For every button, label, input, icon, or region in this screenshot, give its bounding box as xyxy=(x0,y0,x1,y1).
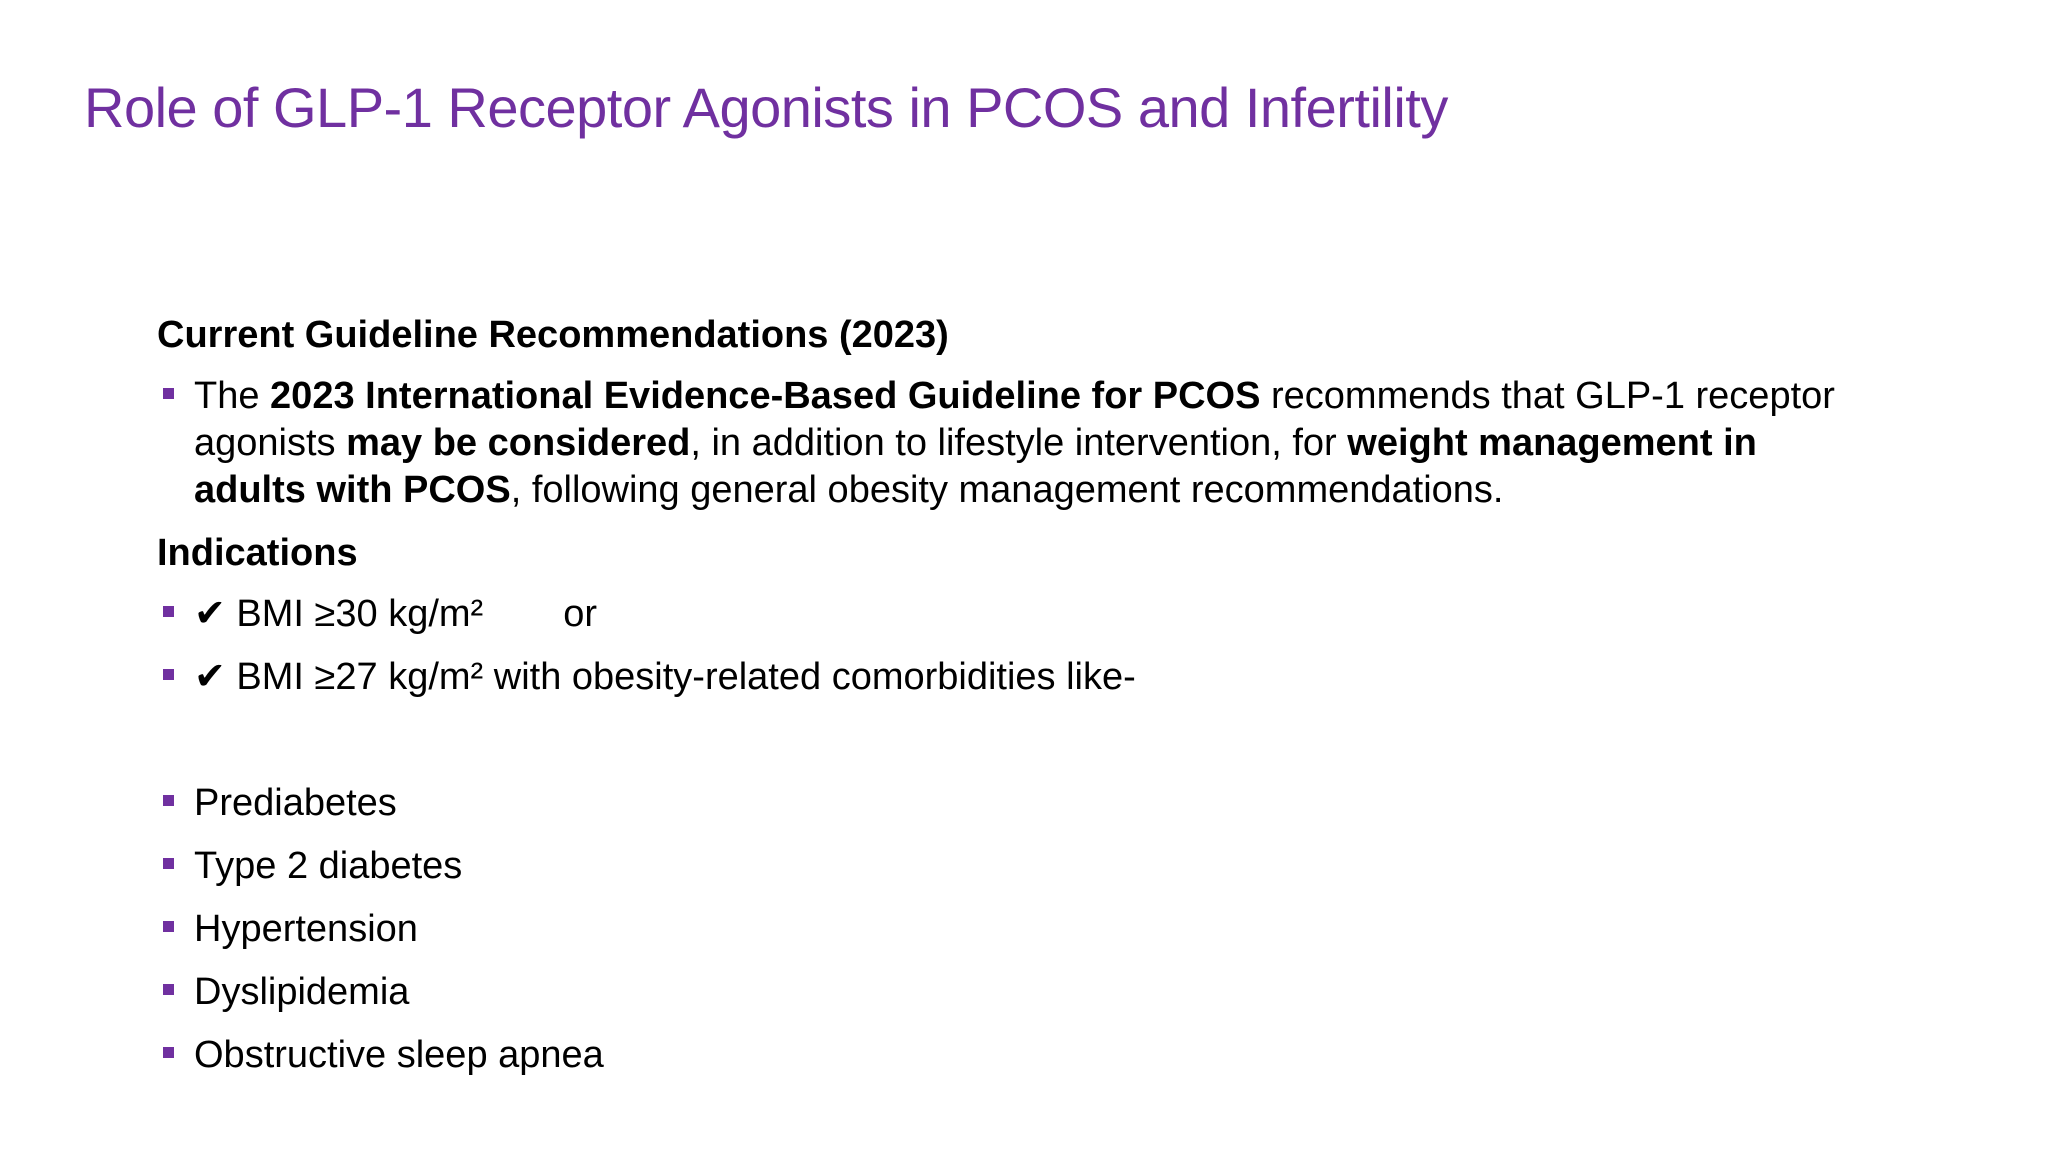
comorbidity-label: Type 2 diabetes xyxy=(194,845,463,887)
guideline-bold-1: 2023 International Evidence-Based Guideline for PCOS xyxy=(270,375,1261,417)
guideline-bold-2: may be considered xyxy=(346,422,691,464)
comorbidity-label: Prediabetes xyxy=(194,782,397,824)
guideline-heading: Current Guideline Recommendations (2023) xyxy=(157,314,949,356)
slide-title: Role of GLP-1 Receptor Agonists in PCOS and Infertility xyxy=(84,76,1448,139)
square-bullet-icon xyxy=(163,984,174,995)
guideline-text-2: recommends that GLP-1 receptor agonists xyxy=(194,375,1835,464)
comorbidity-label: Dyslipidemia xyxy=(194,971,410,1013)
comorbidity-item xyxy=(157,843,1877,890)
square-bullet-icon xyxy=(163,606,174,617)
indication-item-1 xyxy=(157,591,1877,638)
comorbidity-label: Hypertension xyxy=(194,908,418,950)
spacer xyxy=(157,717,1877,780)
indication-2-text: ✔ BMI ≥27 kg/m² with obesity-related comorbidities like- xyxy=(194,656,1136,698)
guideline-text-1: The xyxy=(194,375,271,417)
slide-body xyxy=(157,312,1877,1095)
square-bullet-icon xyxy=(163,921,174,932)
square-bullet-icon xyxy=(163,669,174,680)
comorbidity-item xyxy=(157,1032,1877,1079)
indication-1-text: ✔ BMI ≥30 kg/m² xyxy=(194,593,484,635)
guideline-text-4: , following general obesity management recommendations. xyxy=(510,469,1504,511)
guideline-bullet xyxy=(157,373,1877,514)
indication-1-suffix: or xyxy=(563,593,597,635)
square-bullet-icon xyxy=(163,858,174,869)
comorbidity-item xyxy=(157,780,1877,827)
comorbidity-item xyxy=(157,969,1877,1016)
square-bullet-icon xyxy=(163,388,174,399)
square-bullet-icon xyxy=(163,1047,174,1058)
comorbidity-label: Obstructive sleep apnea xyxy=(194,1034,604,1076)
guideline-bold-3: weight management in adults with PCOS xyxy=(194,422,1757,511)
indications-heading: Indications xyxy=(157,532,358,574)
comorbidity-item xyxy=(157,906,1877,953)
square-bullet-icon xyxy=(163,795,174,806)
indication-item-2 xyxy=(157,654,1877,701)
guideline-text-3: , in addition to lifestyle intervention, for xyxy=(690,422,1348,464)
